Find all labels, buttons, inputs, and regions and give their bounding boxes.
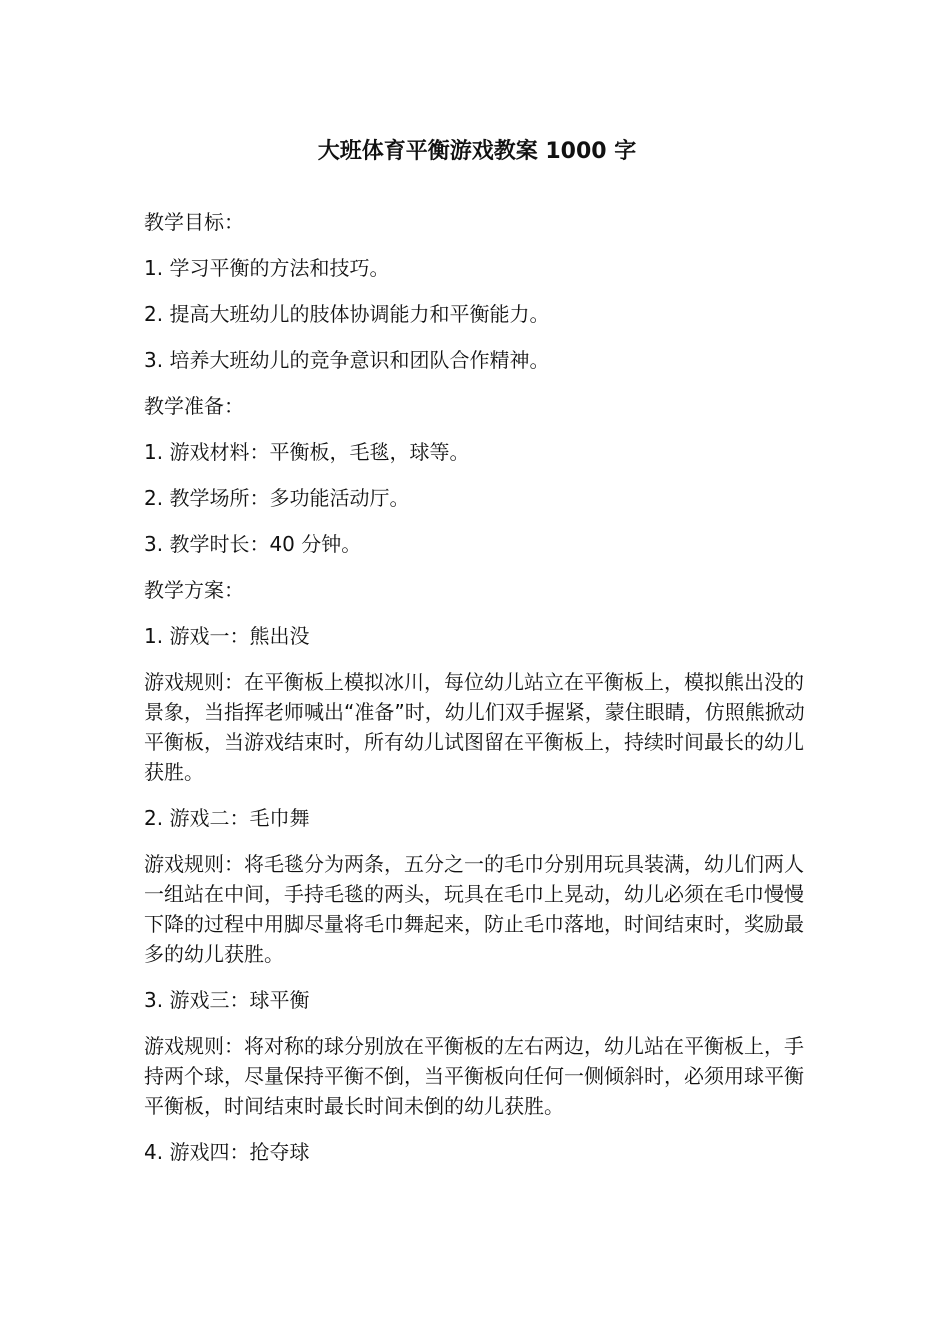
- preparation-item: 3. 教学时长：40 分钟。: [144, 532, 362, 556]
- preparation-item: 1. 游戏材料：平衡板，毛毯，球等。: [144, 440, 470, 464]
- section-heading-plan: 教学方案：: [144, 578, 244, 602]
- section-heading-preparation: 教学准备：: [144, 394, 244, 418]
- game-title: 2. 游戏二：毛巾舞: [144, 806, 310, 830]
- game-title: 4. 游戏四：抢夺球: [144, 1140, 310, 1164]
- objective-item: 3. 培养大班幼儿的竞争意识和团队合作精神。: [144, 348, 550, 372]
- game-title: 1. 游戏一：熊出没: [144, 624, 310, 648]
- objective-item: 1. 学习平衡的方法和技巧。: [144, 256, 390, 280]
- game-rules: 游戏规则：在平衡板上模拟冰川，每位幼儿站立在平衡板上，模拟熊出没的景象，当指挥老师喊出“准备”时，幼儿们双手握紧，蒙住眼睛，仿照熊掀动平衡板，当游戏结束时，所有幼儿试图留在平衡板上，持续时间最长的幼儿获胜。: [144, 670, 805, 784]
- objective-item: 2. 提高大班幼儿的肢体协调能力和平衡能力。: [144, 302, 550, 326]
- document-title: 大班体育平衡游戏教案 1000 字: [317, 139, 637, 164]
- game-rules: 游戏规则：将毛毯分为两条，五分之一的毛巾分别用玩具装满，幼儿们两人一组站在中间，手持毛毯的两头，玩具在毛巾上晃动，幼儿必须在毛巾慢慢下降的过程中用脚尽量将毛巾舞起来，防止毛巾落地，时间结束时，奖励最多的幼儿获胜。: [144, 852, 804, 966]
- section-heading-objectives: 教学目标：: [144, 210, 244, 234]
- game-title: 3. 游戏三：球平衡: [144, 988, 310, 1012]
- game-rules: 游戏规则：将对称的球分别放在平衡板的左右两边，幼儿站在平衡板上，手持两个球，尽量保持平衡不倒，当平衡板向任何一侧倾斜时，必须用球平衡平衡板，时间结束时最长时间未倒的幼儿获胜。: [144, 1034, 804, 1118]
- preparation-item: 2. 教学场所：多功能活动厅。: [144, 486, 410, 510]
